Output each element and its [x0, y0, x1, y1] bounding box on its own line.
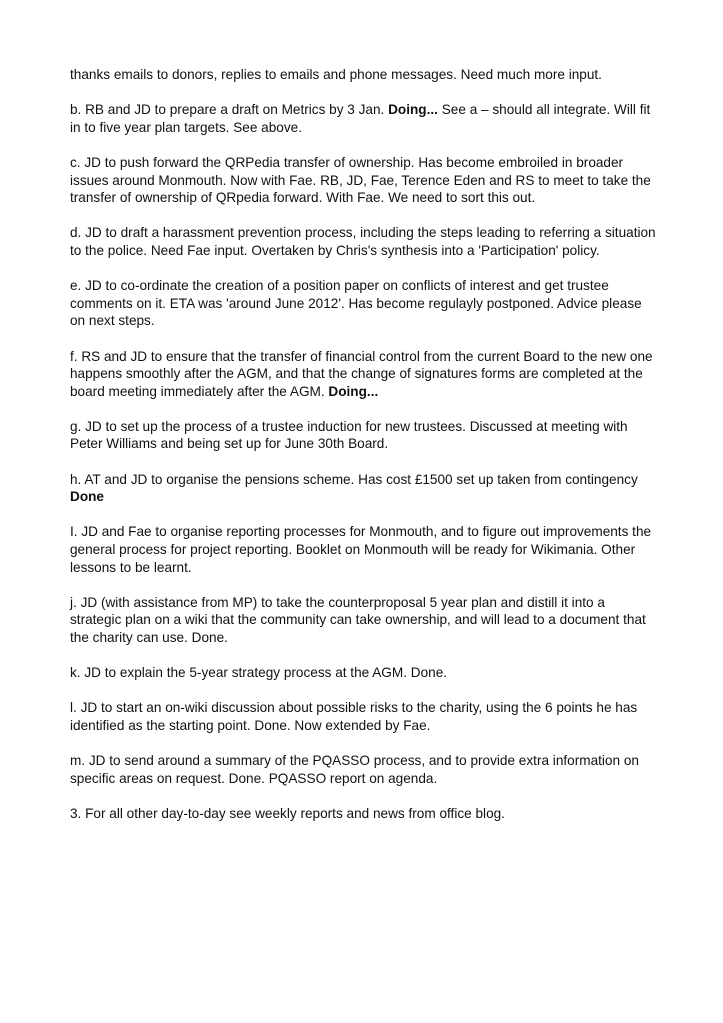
paragraph-text: b. RB and JD to prepare a draft on Metrics by 3 Jan.	[70, 102, 389, 118]
paragraph-item-d	[70, 224, 660, 259]
document-body	[70, 66, 660, 840]
paragraph-text: d. JD to draft a harassment prevention process, including the steps leading to referring a situation to the police. Need Fae input. Overtaken by Chris's synthesis into a 'Participation' policy.	[70, 225, 656, 258]
paragraph-text: g. JD to set up the process of a trustee induction for new trustees. Discussed at meeting with Peter Williams and being set up for June 30th Board.	[70, 418, 628, 452]
paragraph-text: I. JD and Fae to organise reporting processes for Monmouth, and to figure out improvements the general process for project reporting. Booklet on Monmouth will be ready for Wikimania. Other lessons to be learnt.	[70, 524, 652, 575]
paragraph-text: j. JD (with assistance from MP) to take the counterproposal 5 year plan and distill it into a strategic plan on a wiki that the community can take ownership, and will lead to a document that the charity can use. Done.	[70, 594, 646, 645]
paragraph-item-l	[70, 699, 660, 734]
paragraph-text: thanks emails to donors, replies to emails and phone messages. Need much more input.	[70, 67, 602, 82]
paragraph-item-c	[70, 154, 660, 207]
paragraph-item-h	[70, 471, 660, 506]
paragraph-item-j	[70, 594, 660, 647]
paragraph-text: c. JD to push forward the QRPedia transfer of ownership. Has become embroiled in broader issues around Monmouth. Now with Fae. RB, JD, Fae, Terence Eden and RS to meet to take the transfer of ownership of QRpedia forward. With Fae. We need to sort this out.	[70, 154, 651, 206]
paragraph-item-i	[70, 523, 660, 576]
paragraph-text: h. AT and JD to organise the pensions scheme. Has cost £1500 set up taken from contingency	[70, 471, 638, 487]
paragraph-text: e. JD to co-ordinate the creation of a position paper on conflicts of interest and get trustee comments on it. ETA was 'around June 2012'. Has become regulayly postponed. Advice please on next steps.	[70, 278, 642, 329]
status-bold: Done	[70, 489, 104, 505]
paragraph-text: m. JD to send around a summary of the PQASSO process, and to provide extra information on specific areas on request. Done. PQASSO report on agenda.	[70, 753, 639, 786]
paragraph-item-m	[70, 752, 660, 787]
paragraph-item-3	[70, 805, 660, 823]
paragraph-item-f	[70, 348, 660, 401]
status-bold: Doing...	[328, 383, 379, 399]
paragraph-item-g	[70, 418, 660, 453]
paragraph-item-e	[70, 277, 660, 330]
paragraph-text-after: See a – should all integrate. Will fit in to five year plan targets. See above.	[70, 102, 651, 135]
paragraph-text: 3. For all other day-to-day see weekly reports and news from office blog.	[70, 805, 505, 821]
paragraph-continued-a	[70, 66, 660, 84]
paragraph-text: k. JD to explain the 5-year strategy process at the AGM. Done.	[70, 665, 448, 681]
status-bold: Doing...	[388, 102, 438, 118]
paragraph-item-k	[70, 664, 660, 682]
paragraph-text: l. JD to start an on-wiki discussion about possible risks to the charity, using the 6 points he has identified as the starting point. Done. Now extended by Fae.	[70, 700, 638, 733]
paragraph-text: f. RS and JD to ensure that the transfer of financial control from the current Board to the new one happens smoothly after the AGM, and that the change of signatures forms are completed at the board meeting immediately after the AGM.	[70, 348, 653, 399]
paragraph-item-b	[70, 101, 660, 136]
